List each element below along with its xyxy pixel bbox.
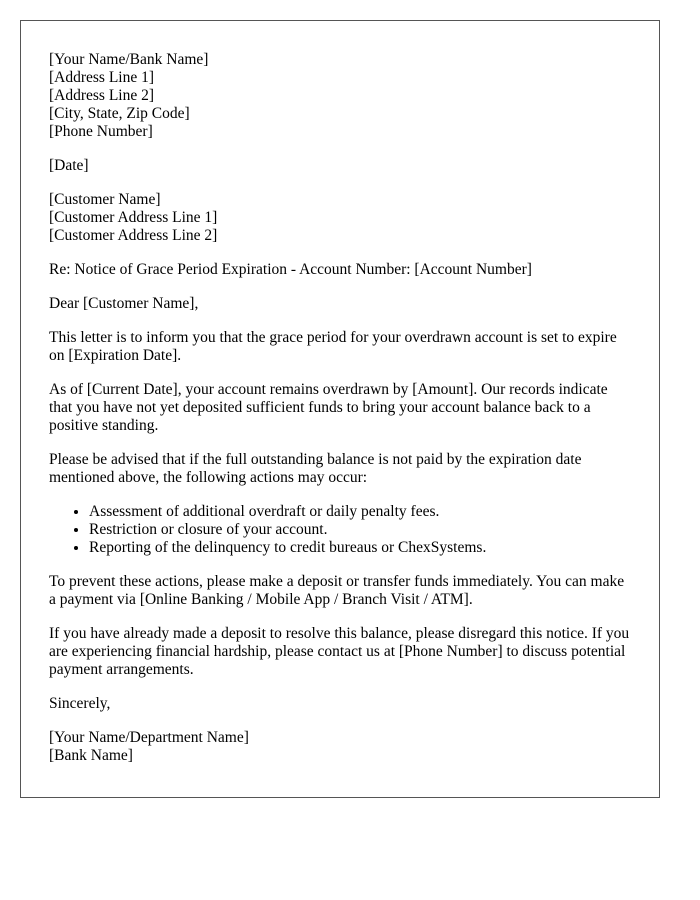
paragraph-status: As of [Current Date], your account remains overdrawn by [Amount]. Our records indicate that you have not yet deposited sufficient funds to bring your account balance back to a positive standing. — [49, 381, 608, 434]
list-item: • Assessment of additional overdraft or daily penalty fees. — [89, 503, 631, 521]
actions-list — [49, 503, 631, 557]
paragraph-intro: This letter is to inform you that the grace period for your overdrawn account is set to expire on [Expiration Date]. — [49, 329, 617, 364]
signoff: Sincerely, — [49, 695, 111, 712]
list-item: • Reporting of the delinquency to credit bureaus or ChexSystems. — [89, 539, 631, 557]
signature-block — [49, 729, 631, 765]
paragraph-warning: Please be advised that if the full outstanding balance is not paid by the expiration date mentioned above, the following actions may occur: — [49, 451, 582, 486]
list-item: • Restriction or closure of your account. — [89, 521, 631, 539]
recipient-address-line-2: [Customer Address Line 2] — [49, 227, 218, 244]
recipient-address — [49, 191, 631, 245]
date-text: [Date] — [49, 157, 89, 174]
letter-date — [49, 157, 631, 175]
subject-line: Re: Notice of Grace Period Expiration - Account Number: [Account Number] — [49, 261, 532, 278]
recipient-name: [Customer Name] — [49, 191, 161, 208]
sender-phone: [Phone Number] — [49, 123, 153, 140]
paragraph-hardship: If you have already made a deposit to resolve this balance, please disregard this notice. If you are experiencing financial hardship, please contact us at [Phone Number] to discuss potential payment arrangements. — [49, 625, 630, 678]
letter — [20, 20, 660, 798]
sender-city-state-zip: [City, State, Zip Code] — [49, 105, 190, 122]
paragraph-prevention: To prevent these actions, please make a deposit or transfer funds immediately. You can make a payment via [Online Banking / Mobile App / Branch Visit / ATM]. — [49, 573, 625, 608]
recipient-address-line-1: [Customer Address Line 1] — [49, 209, 218, 226]
sender-address-line-2: [Address Line 2] — [49, 87, 155, 104]
signature-bank: [Bank Name] — [49, 747, 133, 764]
sender-name: [Your Name/Bank Name] — [49, 51, 209, 68]
sender-address-line-1: [Address Line 1] — [49, 69, 155, 86]
salutation: Dear [Customer Name], — [49, 295, 199, 312]
signature-name: [Your Name/Department Name] — [49, 729, 249, 746]
sender-address — [49, 51, 631, 141]
